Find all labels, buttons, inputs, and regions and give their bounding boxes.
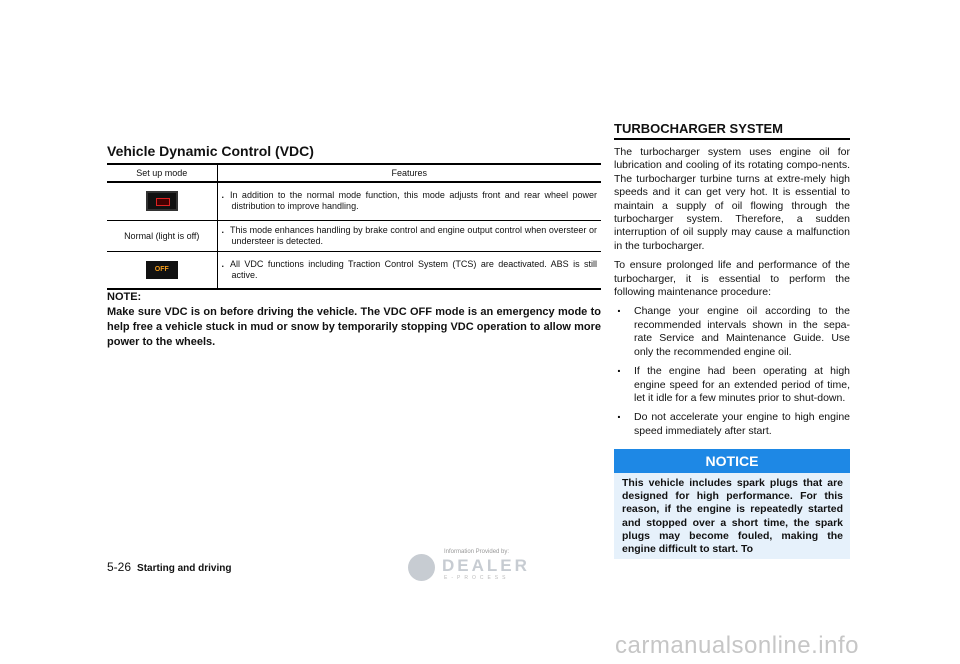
notice-text: This vehicle includes spark plugs that are designed for high performance. For this reason, if the engine is repeatedly started and stopped over a short time, the spark plugs may become fouled, making the engine difficult to start. To [622, 477, 843, 556]
feature-cell [217, 220, 601, 251]
feature-text: This mode enhances handling by brake control and engine output control when oversteer or understeer is detected. [230, 224, 597, 246]
site-watermark: carmanualsonline.info [615, 632, 859, 659]
bullet: . [221, 258, 225, 269]
header-features: Features [217, 164, 601, 182]
section-title-turbo: TURBOCHARGER SYSTEM [614, 121, 850, 140]
notice-box [614, 449, 850, 559]
feature-text: All VDC functions including Traction Control System (TCS) are deactivated. ABS is still active. [230, 258, 597, 280]
dealer-watermark [408, 549, 542, 585]
section-title-vdc: Vehicle Dynamic Control (VDC) [107, 143, 314, 159]
paragraph: To ensure prolonged life and performance of the turbocharger, it is essential to perform the following maintenance procedure: [614, 259, 850, 299]
bullet: . [221, 190, 225, 201]
header-setup-mode: Set up mode [107, 164, 217, 182]
page-number: 5-26 [107, 560, 132, 574]
watermark-brand: DEALER [442, 556, 530, 575]
feature-cell [217, 251, 601, 289]
mode-cell [107, 182, 217, 220]
vdc-off-icon: OFF [146, 261, 178, 279]
table-row [107, 182, 601, 220]
turbo-body [614, 146, 850, 444]
table-header-row [107, 164, 601, 182]
table-row [107, 251, 601, 289]
watermark-sub: E-PROCESS [444, 575, 510, 581]
mode-cell: Normal (light is off) [107, 220, 217, 251]
vdc-mode-table [107, 163, 601, 290]
paragraph: The turbocharger system uses engine oil for lubrication and cooling of its rotating compo-nents. The turbocharger turbine turns at extre-mely high speeds and it can get very hot. It is essential to maintain a supply of oil flowing through the turbocharger system. Therefore, a sudden interruption of oil supply may cause a malfunction in the turbocharger. [614, 146, 850, 252]
table-row [107, 220, 601, 251]
list-item: . Do not accelerate your engine to high engine speed immediately after start. [614, 411, 850, 438]
section-name: Starting and driving [137, 563, 232, 574]
watermark-caption: Information Provided by: [444, 549, 510, 555]
page-footer [107, 560, 231, 574]
feature-text: In addition to the normal mode function, this mode adjusts front and rear wheel power distribution to improve handling. [230, 190, 597, 212]
vdc-pc-icon [146, 191, 178, 211]
maintenance-list [614, 305, 850, 438]
list-item: . If the engine had been operating at high engine speed for an extended period of time, let it idle for a few minutes prior to shut-down. [614, 365, 850, 405]
note-heading: NOTE: [107, 291, 142, 303]
watermark-logo-icon [408, 554, 435, 581]
feature-cell [217, 182, 601, 220]
note-text: Make sure VDC is on before driving the vehicle. The VDC OFF mode is an emergency mode to help free a vehicle stuck in mud or snow by temporarily stopping VDC operation to allow more power to the wheels. [107, 306, 601, 348]
bullet: . [221, 224, 225, 235]
list-item: . Change your engine oil according to the recommended intervals shown in the sepa-rate Service and Maintenance Guide. Use only the recommended engine oil. [614, 305, 850, 359]
notice-heading: NOTICE [614, 449, 850, 473]
mode-cell [107, 251, 217, 289]
